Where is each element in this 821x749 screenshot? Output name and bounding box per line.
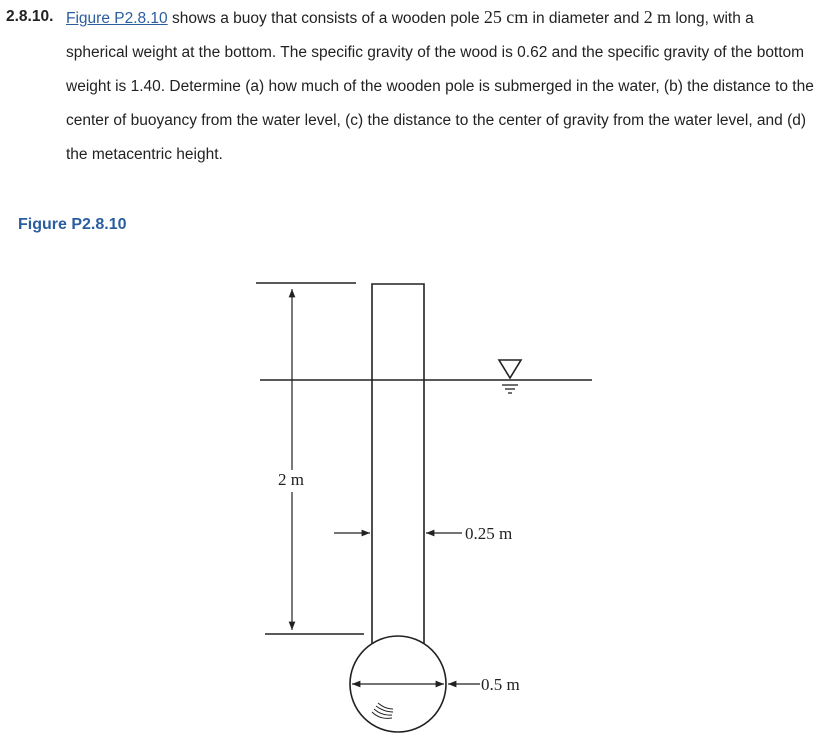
length-dimension-label: 2 m xyxy=(278,470,304,489)
sphere-diameter-label: 0.5 m xyxy=(481,675,520,694)
problem-text-part: shows a buoy that consists of a wooden pole xyxy=(167,10,484,27)
figure-link[interactable]: Figure P2.8.10 xyxy=(66,10,168,27)
pole-diameter-label: 0.25 m xyxy=(465,524,513,543)
diameter-unit: cm xyxy=(506,7,529,27)
figure-label: Figure P2.8.10 xyxy=(18,216,127,233)
wooden-pole xyxy=(372,284,424,643)
diameter-value: 25 xyxy=(483,7,502,27)
problem-text-part: in diameter and xyxy=(528,10,644,27)
problem-text-part: long, xyxy=(671,10,709,27)
length-unit: m xyxy=(657,7,672,27)
problem-text-rest: with a spherical weight at the bottom. The specific gravity of the wood is 0.62 and the specific gravity of the bottom weight is 1.40. Determine (a) how much of the wooden pole is submerged in the water, (b) the distance to the center of buoyancy from the water level, (c) the distance to the center of gravity from the water level, and (d) the metacentric height. xyxy=(66,10,814,163)
problem-number: 2.8.10. xyxy=(6,8,54,25)
sphere-hatching xyxy=(372,703,393,718)
water-level-symbol xyxy=(499,360,521,378)
length-value: 2 xyxy=(643,7,653,27)
